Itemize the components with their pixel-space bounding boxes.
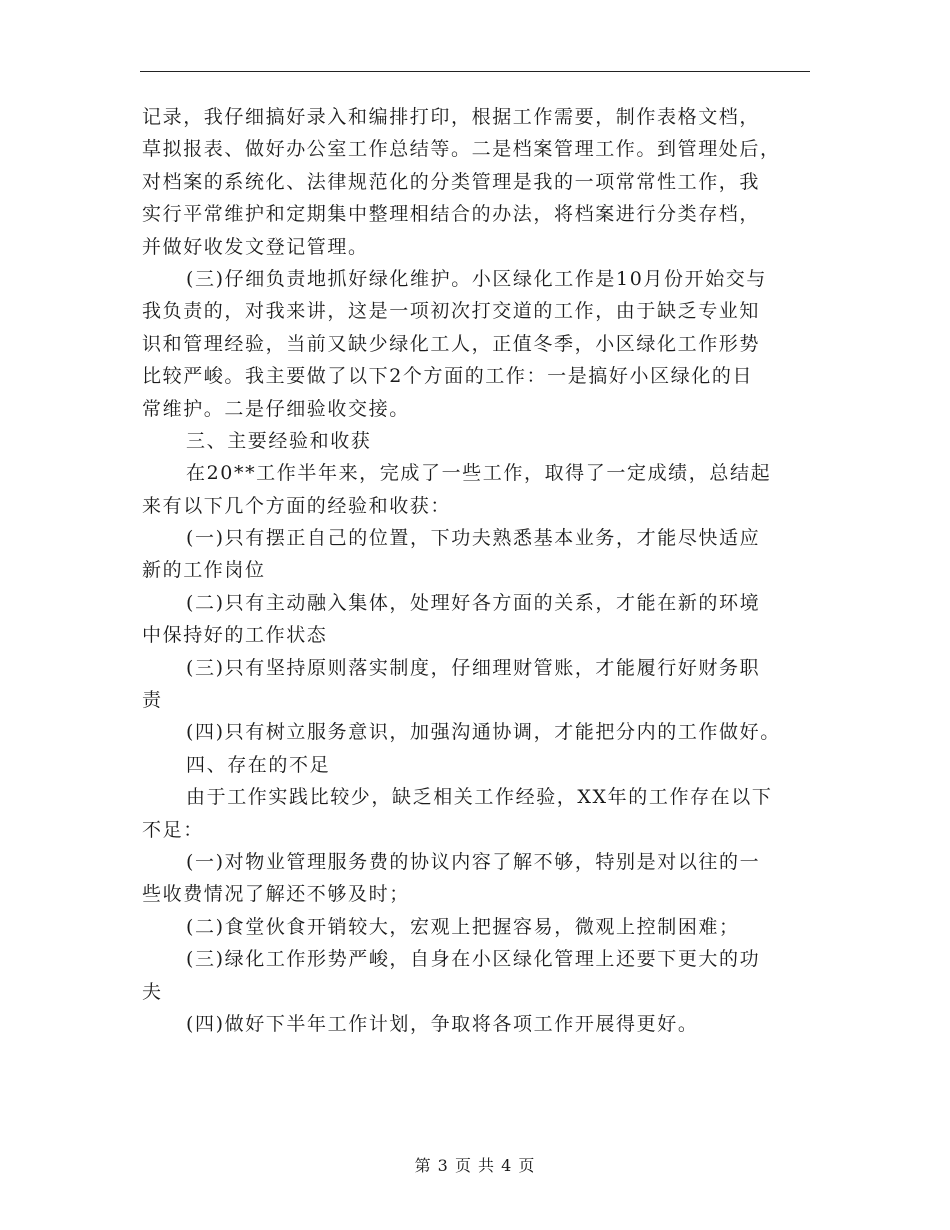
- text-line: 识和管理经验，当前又缺少绿化工人，正值冬季，小区绿化工作形势: [142, 332, 761, 355]
- header-rule: [140, 71, 810, 72]
- text-line: (三)绿化工作形势严峻，自身在小区绿化管理上还要下更大的功: [186, 948, 761, 971]
- text-line: 并做好收发文登记管理。: [142, 235, 369, 258]
- text-line: 由于工作实践比较少，缺乏相关工作经验，XX年的工作存在以下: [186, 786, 773, 809]
- text-line: 责: [142, 689, 163, 712]
- document-body: [142, 101, 812, 1040]
- text-line: (四)只有树立服务意识，加强沟通协调，才能把分内的工作做好。: [186, 721, 781, 744]
- text-line: 新的工作岗位: [142, 559, 266, 582]
- text-line: 记录，我仔细搞好录入和编排打印，根据工作需要，制作表格文档，: [142, 106, 761, 128]
- text-line: (二)只有主动融入集体，处理好各方面的关系，才能在新的环境: [186, 591, 761, 614]
- text-line: 实行平常维护和定期集中整理相结合的办法，将档案进行分类存档，: [142, 203, 761, 226]
- text-line: 常维护。二是仔细验收交接。: [142, 397, 410, 420]
- text-line: 四、存在的不足: [186, 753, 331, 776]
- text-line: (四)做好下半年工作计划，争取将各项工作开展得更好。: [186, 1012, 699, 1035]
- page-footer: 第 3 页 共 4 页: [414, 1156, 536, 1175]
- text-line: 草拟报表、做好办公室工作总结等。二是档案管理工作。到管理处后，: [142, 138, 781, 161]
- text-line: (三)只有坚持原则落实制度，仔细理财管账，才能履行好财务职: [186, 656, 761, 679]
- text-line: 些收费情况了解还不够及时；: [142, 883, 410, 906]
- text-line: 在20**工作半年来，完成了一些工作，取得了一定成绩，总结起: [186, 462, 772, 485]
- text-line: (一)只有摆正自己的位置，下功夫熟悉基本业务，才能尽快适应: [186, 527, 761, 550]
- text-line: 对档案的系统化、法律规范化的分类管理是我的一项常常性工作，我: [142, 170, 761, 193]
- text-line: 来有以下几个方面的经验和收获：: [142, 494, 452, 517]
- text-line: 三、主要经验和收获: [186, 429, 372, 452]
- text-line: 不足：: [142, 818, 204, 841]
- text-line: 夫: [142, 980, 163, 1003]
- text-line: 中保持好的工作状态: [142, 624, 328, 647]
- text-line: 比较严峻。我主要做了以下2个方面的工作：一是搞好小区绿化的日: [142, 365, 754, 388]
- text-line: (二)食堂伙食开销较大，宏观上把握容易，微观上控制困难；: [186, 915, 740, 938]
- text-line: (三)仔细负责地抓好绿化维护。小区绿化工作是10月份开始交与: [186, 267, 768, 290]
- text-line: (一)对物业管理服务费的协议内容了解不够，特别是对以往的一: [186, 850, 761, 873]
- text-line: 我负责的，对我来讲，这是一项初次打交道的工作，由于缺乏专业知: [142, 300, 761, 323]
